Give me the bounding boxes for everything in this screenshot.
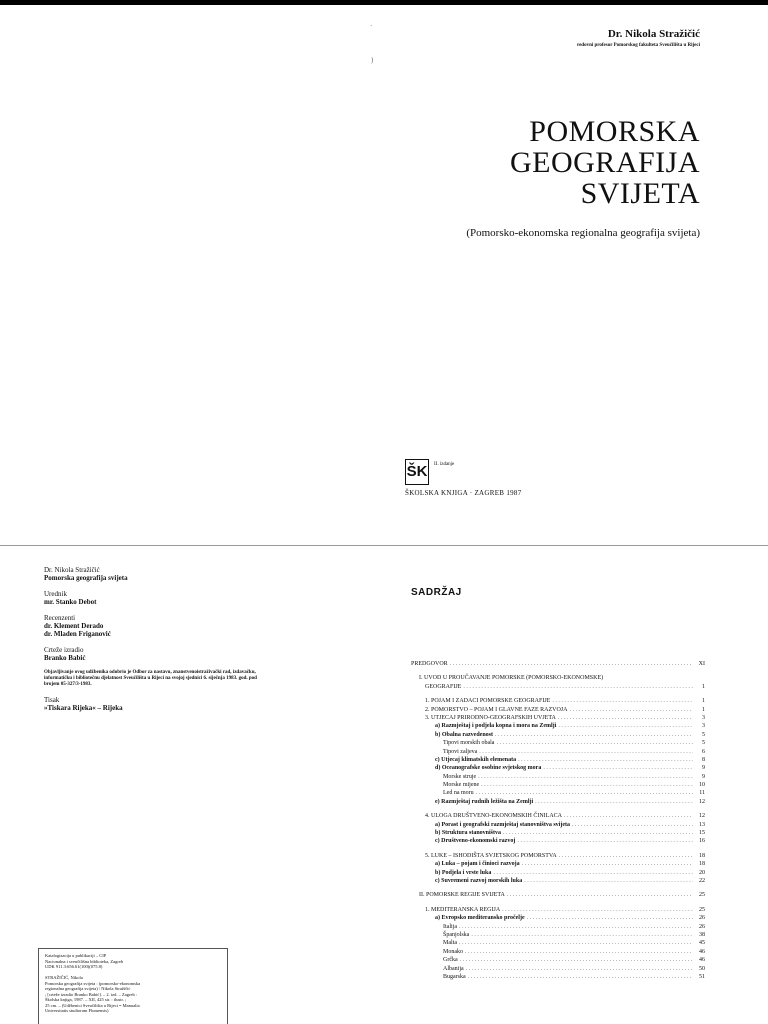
cip-line: STRAŽIČIĆ, Nikola: [45, 975, 83, 980]
toc-entry: [411, 764, 705, 772]
toc-entry-page: 50: [699, 965, 705, 972]
toc-entry-page: 18: [699, 861, 705, 868]
publisher-line: ŠKOLSKA KNJIGA · ZAGREB 1987: [405, 489, 522, 497]
toc-entry: [411, 891, 705, 899]
toc-entry: [411, 773, 705, 781]
toc-leader-dots: [552, 697, 693, 705]
toc-entry-label: Tipovi zaljeva: [443, 748, 478, 755]
toc-entry-label: a) Porast i geografski razmještaj stanovništva svijeta: [435, 821, 570, 828]
toc-entry: [411, 939, 705, 947]
toc-entry-label: 4. ULOGA DRUŠTVENO-EKONOMSKIH ČINILACA: [425, 813, 562, 820]
toc-entry: [411, 852, 705, 860]
cip-line: Katalogizacija u publikaciji – CIP: [45, 953, 107, 958]
cip-line: Pomorska geografija svijeta : (pomorsko-ekonomska: [45, 980, 141, 986]
toc-leader-dots: [543, 764, 693, 772]
toc-entry: [411, 812, 705, 820]
toc-entry-page: 26: [699, 915, 705, 922]
toc-entry-page: 9: [702, 765, 705, 772]
toc-leader-dots: [558, 722, 693, 730]
toc-entry: [411, 748, 705, 756]
toc-entry-page: 10: [699, 782, 705, 789]
toc-leader-dots: [479, 748, 693, 756]
toc-entry: [411, 948, 705, 956]
toc-entry-label: 3. UTJECAJ PRIRODNO-GEOGRAFSKIH UVJETA: [425, 714, 556, 721]
toc-leader-dots: [450, 660, 693, 668]
toc-entry: [411, 798, 705, 806]
toc-entry-page: 1: [702, 698, 705, 705]
toc-entry-label: Španjolska: [443, 931, 470, 938]
cip-line: ; [crteže izradio Branko Babić]. – 2. izd. – Zagreb :: [45, 991, 138, 997]
toc-leader-dots: [460, 956, 693, 964]
toc-entry-label: Albanija: [443, 965, 464, 972]
toc-leader-dots: [558, 714, 693, 722]
toc-leader-dots: [569, 706, 693, 714]
toc-entry-label: c) Društveno-ekonomski razvoj: [435, 838, 516, 845]
publisher-logo: ŠK: [405, 459, 429, 485]
toc-entry: [411, 829, 705, 837]
drawings-label: Crteže izradio: [44, 646, 84, 654]
toc-leader-dots: [481, 781, 693, 789]
cip-line: UDK 911.3:656.61(100)(075.8): [45, 964, 103, 969]
toc-leader-dots: [564, 812, 693, 820]
approval-note: Objavljivanje ovog udžbenika odobrio je Odbor za nastavu, znanstvenoistraživački rad, izdavačku, informatičku i bibliotečnu djelatnost Sveučilišta u Rijeci na svojoj sjednici 6. siječnja 1983. god. pod brojem 05-327/3-1983.: [44, 670, 257, 687]
toc-entry-label: Italija: [443, 923, 457, 930]
page-mark: ·: [370, 22, 373, 30]
toc-entry-page: 9: [702, 773, 705, 780]
imprint-author: Dr. Nikola Stražičić: [44, 566, 100, 574]
toc-entry-label: d) Oceanografske osobine svjetskog mora: [435, 765, 542, 772]
toc-leader-dots: [559, 852, 693, 860]
toc-entry-label: II. POMORSKE REGIJE SVIJETA: [419, 892, 505, 899]
toc-leader-dots: [459, 939, 693, 947]
toc-entry-page: 15: [699, 830, 705, 837]
reviewer-name: dr. Klement Derado: [44, 622, 104, 630]
toc-entry-label: a) Luka – pojam i činioci razvoja: [435, 861, 520, 868]
toc-entry: [411, 722, 705, 730]
cip-line: Nacionalna i sveučilišna biblioteka, Zagreb: [45, 958, 124, 964]
toc-entry: [411, 931, 705, 939]
toc-leader-dots: [502, 906, 693, 914]
toc-entry-page: 12: [699, 813, 705, 820]
title-line: GEOGRAFIJA: [509, 146, 700, 179]
toc-entry: [411, 956, 705, 964]
toc-entry: [411, 706, 705, 714]
book-subtitle: (Pomorsko-ekonomska regionalna geografija svijeta): [466, 227, 700, 239]
editor-name: mr. Stanko Debot: [44, 598, 97, 606]
toc-entry-page: 45: [699, 940, 705, 947]
toc-entry: [411, 860, 705, 868]
toc-entry-label: 5. LUKE – ISHODIŠTA SVJETSKOG POMORSTVA: [425, 852, 557, 859]
toc-entry-page: 51: [699, 973, 705, 980]
toc-entry-page: 20: [699, 869, 705, 876]
toc-entry-page: 16: [699, 838, 705, 845]
toc-leader-dots: [522, 860, 693, 868]
title-line: SVIJETA: [580, 177, 700, 210]
toc-entry: [411, 781, 705, 789]
toc-leader-dots: [466, 965, 693, 973]
contents-heading: SADRŽAJ: [411, 587, 462, 598]
book-title: [510, 116, 700, 209]
toc-entry: [411, 973, 705, 981]
toc-entry-label: 2. POMORSTVO – POJAM I GLAVNE FAZE RAZVOJA: [425, 706, 568, 713]
toc-leader-dots: [496, 739, 693, 747]
toc-leader-dots: [517, 837, 693, 845]
toc-entry-label: Monako: [443, 948, 463, 955]
toc-leader-dots: [465, 948, 693, 956]
toc-leader-dots: [572, 821, 693, 829]
cip-line: Školska knjiga, 1987. – XII, 425 str. : ilustr. ;: [45, 997, 127, 1002]
toc-leader-dots: [524, 877, 693, 885]
cip-line: regionalna geografija svijeta) / Nikola Stražičić: [45, 986, 131, 991]
toc-entry-label: I. UVOD U PROUČAVANJE POMORSKE (POMORSKO-EKONOMSKE): [419, 675, 604, 682]
toc-entry-page: 11: [699, 790, 705, 797]
toc-entry-page: 18: [699, 852, 705, 859]
toc-entry-label: PREDGOVOR: [411, 661, 448, 667]
reviewers-label: Recenzenti: [44, 614, 76, 622]
toc-entry-label: b) Obalna razvedenost: [435, 731, 494, 738]
toc-entry: [411, 837, 705, 845]
toc-entry: [411, 714, 705, 722]
toc-entry-label: c) Suvremeni razvoj morskih luka: [435, 877, 523, 884]
toc-entry: [411, 756, 705, 764]
toc-entry: [411, 697, 705, 705]
toc-entry: [411, 739, 705, 747]
toc-leader-dots: [463, 683, 693, 691]
toc-entry-page: 38: [699, 931, 705, 938]
toc-leader-dots: [527, 914, 693, 922]
toc-leader-dots: [507, 891, 693, 899]
imprint: [44, 566, 264, 720]
toc-entry-page: 12: [699, 798, 705, 805]
toc-entry-page: 46: [699, 948, 705, 955]
toc-entry: [411, 869, 705, 877]
cip-line: 25 cm. – (Udžbenici Sveučilišta u Rijeci = Manualia: [45, 1002, 140, 1008]
toc-entry-label: a) Razmještaj i podjela kopna i mora na Zemlji: [435, 723, 557, 730]
toc-entry-page: 22: [699, 877, 705, 884]
author-name: Dr. Nikola Stražičić: [607, 28, 700, 40]
toc-leader-dots: [493, 869, 693, 877]
toc-entry: [411, 923, 705, 931]
toc-entry: [411, 821, 705, 829]
toc-entry-page: 3: [702, 714, 705, 721]
toc-entry-label: Grčka: [443, 957, 458, 964]
toc-entry-page: 6: [702, 748, 705, 755]
toc-entry-label: b) Podjela i vrste luka: [435, 869, 492, 876]
toc-entry-label: b) Struktura stanovništva: [435, 830, 502, 837]
printer-name: »Tiskara Rijeka« – Rijeka: [44, 704, 123, 712]
toc-entry-label: 1. MEDITERANSKA REGIJA: [425, 906, 501, 913]
toc-leader-dots: [471, 931, 693, 939]
toc-leader-dots: [476, 789, 693, 797]
toc-entry-page: 5: [702, 740, 705, 747]
toc-entry-label: Led na moru: [443, 790, 474, 797]
toc-entry-page: 25: [699, 892, 705, 899]
toc-entry: [411, 674, 705, 682]
toc-entry-label: Morske mijene: [443, 782, 480, 789]
toc-entry: [411, 906, 705, 914]
toc-entry: [411, 789, 705, 797]
page-mark: ): [371, 56, 374, 64]
toc-entry-label: Tipovi morskih obala: [443, 740, 495, 747]
toc-entry-label: a) Evropsko mediteransko pročelje: [435, 915, 525, 922]
toc-entry-page: 25: [699, 906, 705, 913]
toc-entry-page: 13: [699, 821, 705, 828]
toc-entry-label: GEOGRAFIJE: [425, 683, 462, 690]
toc-leader-dots: [518, 756, 693, 764]
imprint-title: Pomorska geografija svijeta: [44, 574, 128, 582]
toc-entry-label: Malta: [443, 940, 457, 947]
toc-entry-label: Morske struje: [443, 773, 477, 780]
editor-label: Urednik: [44, 590, 67, 598]
author-affiliation: redovni profesor Pomorskog fakulteta Sveučilišta u Rijeci: [576, 43, 700, 48]
toc-entry-page: 26: [699, 923, 705, 930]
toc-leader-dots: [478, 773, 693, 781]
page-divider: [0, 545, 768, 546]
toc-entry: [411, 660, 705, 668]
toc-entry-label: 1. POJAM I ZADACI POMORSKE GEOGRAFIJE: [425, 698, 551, 705]
print-label: Tisak: [44, 696, 60, 704]
toc-leader-dots: [535, 798, 693, 806]
title-line: POMORSKA: [529, 115, 700, 148]
toc-leader-dots: [495, 731, 693, 739]
toc-entry: [411, 877, 705, 885]
table-of-contents: [411, 660, 705, 981]
toc-entry: [411, 914, 705, 922]
toc-entry-page: 46: [699, 957, 705, 964]
toc-entry-page: 8: [702, 756, 705, 763]
toc-entry-label: c) Utjecaj klimatskih elemenata: [435, 756, 517, 763]
toc-leader-dots: [459, 923, 693, 931]
toc-entry-label: Bugarska: [443, 973, 466, 980]
toc-entry-label: e) Razmještaj rudnih ležišta na Zemlji: [435, 798, 534, 805]
edition-label: II. izdanje: [434, 462, 455, 467]
toc-entry-page: 3: [702, 723, 705, 730]
toc-leader-dots: [468, 973, 693, 981]
toc-entry-page: XI: [698, 661, 705, 667]
top-border: [0, 0, 768, 5]
reviewer-name: dr. Mladen Friganović: [44, 630, 111, 638]
toc-entry-page: 5: [702, 731, 705, 738]
toc-entry: [411, 731, 705, 739]
toc-entry: [411, 683, 705, 691]
drawings-author: Branko Babić: [44, 654, 86, 662]
cip-line: Universitatis studiorum Flumensis): [45, 1008, 109, 1013]
toc-entry-page: 1: [702, 683, 705, 690]
toc-entry: [411, 965, 705, 973]
cip-record: [38, 948, 228, 1024]
toc-leader-dots: [503, 829, 693, 837]
toc-entry-page: 1: [702, 706, 705, 713]
